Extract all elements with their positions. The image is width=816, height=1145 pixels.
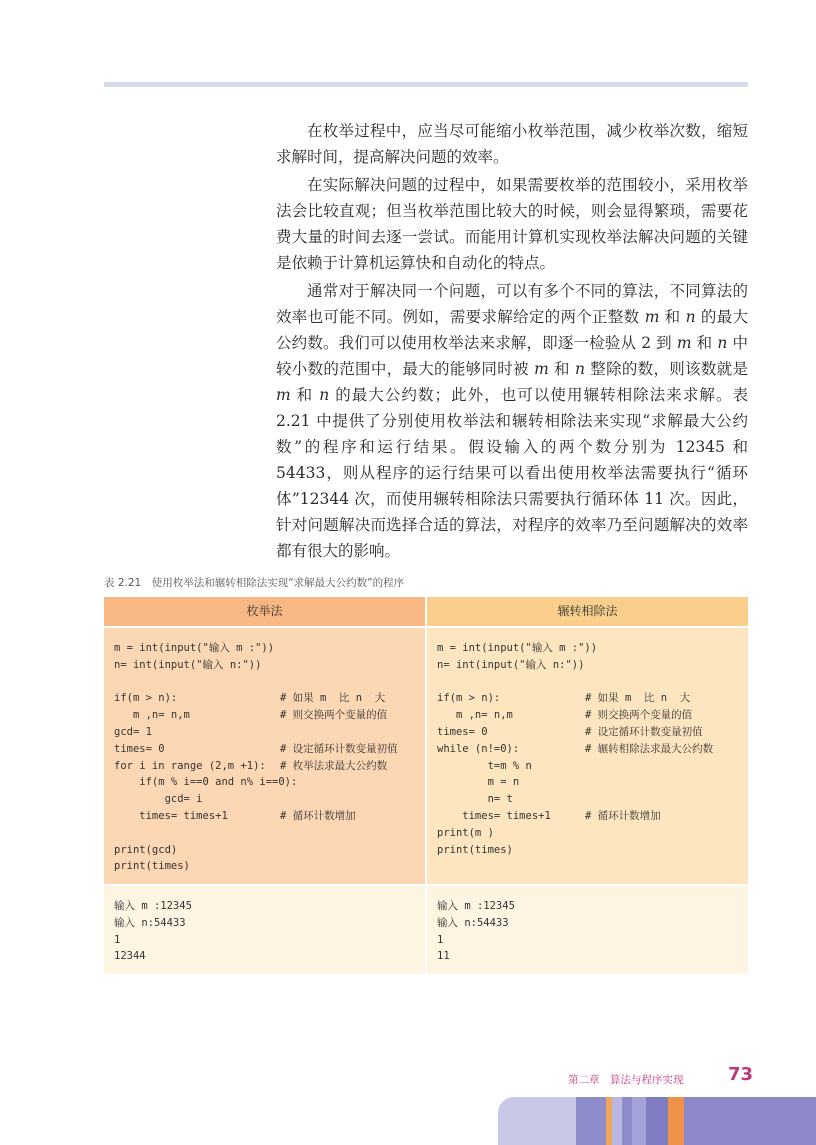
code-line [114, 674, 415, 691]
math-variable: m [676, 334, 692, 352]
code-line [437, 724, 738, 741]
paragraph [276, 278, 748, 564]
text-run: 和 [691, 334, 718, 352]
text-run: 的最大公约数；此外，也可以使用辗转相除法来求解。表 2.21 中提供了分别使用枚举法和辗转相除法来实现“求解最大公约数”的程序和运行结果。假设输入的两个数分别为 12345 和 54433，则从程序的运行结果可以看出使用枚举法需要执行“循环体”12344 次，而使用辗转相除法只需要执行循环体 11 次。因此，针对问题解决而选择合适的算法，对程序的效率乃至问题解决的效率都有很大的影响。 [276, 386, 749, 560]
output-line: 11 [437, 950, 450, 963]
code-line [437, 774, 738, 791]
code-text: n= int(input("输入 n:")) [437, 658, 585, 671]
code-line [114, 825, 415, 842]
code-line [437, 657, 738, 674]
code-comment: # 设定循环计数变量初值 [585, 725, 703, 738]
code-line [114, 774, 415, 791]
footer-stripe [646, 1097, 668, 1145]
text-run: 和 [290, 386, 320, 404]
code-text: times= times+1 [114, 809, 228, 822]
output-enumeration [104, 886, 425, 974]
math-variable: m [644, 308, 660, 326]
output-line: 输入 n:54433 [437, 916, 509, 929]
code-text: for i in range (2,m +1): [114, 759, 266, 772]
code-line [114, 690, 415, 707]
math-variable: n [319, 386, 330, 404]
code-comment: # 则交换两个变量的值 [280, 709, 388, 722]
code-text: times= 0 [437, 725, 488, 738]
code-text: while (n!=0): [437, 742, 520, 755]
code-text: n= t [437, 793, 513, 806]
output-line: 输入 n:54433 [114, 916, 186, 929]
code-line [437, 758, 738, 775]
code-line [437, 825, 738, 842]
table-caption: 表 2.21 使用枚举法和辗转相除法实现“求解最大公约数”的程序 [104, 577, 405, 589]
footer-stripe [576, 1097, 606, 1145]
text-run: 通常对于解决同一个问题，可以有多个不同的算法，不同算法的效率也可能不同。例如，需要求解给定的两个正整数 [276, 282, 748, 326]
math-variable: m [534, 360, 549, 378]
code-line [114, 741, 415, 758]
math-variable: n [575, 360, 586, 378]
code-text: print(gcd) [114, 843, 178, 856]
code-text: m ,n= n,m [437, 709, 513, 722]
footer-stripe [498, 1097, 576, 1145]
output-line: 输入 m :12345 [437, 900, 515, 912]
code-text: print(m ) [437, 826, 494, 839]
code-euclid [427, 628, 748, 884]
code-comment: # 辗转相除法求最大公约数 [585, 742, 714, 755]
footer-stripe [612, 1097, 622, 1145]
math-variable: m [276, 386, 291, 404]
code-line [437, 791, 738, 808]
code-line [437, 674, 738, 691]
code-line [437, 808, 738, 825]
text-run: 整除的数，则该数就是 [585, 360, 748, 378]
code-text: gcd= i [114, 793, 203, 806]
code-line [114, 808, 415, 825]
code-line [114, 842, 415, 859]
header-euclid: 辗转相除法 [427, 597, 748, 626]
page-number: 73 [728, 1064, 754, 1085]
paragraph [276, 118, 748, 170]
paragraph [276, 172, 748, 276]
chapter-title: 第二章 算法与程序实现 [568, 1074, 684, 1086]
code-line [114, 724, 415, 741]
math-variable: n [685, 308, 696, 326]
text-run: 的最大公约数。我们可以使用枚举法来求解，即逐一检验从 2 到 [276, 308, 748, 352]
output-line: 1 [437, 933, 444, 946]
top-rule [104, 82, 748, 87]
text-run: 和 [659, 308, 686, 326]
code-line [437, 842, 738, 859]
code-text: t=m % n [437, 759, 532, 772]
code-text: m = int(input("输入 m :")) [114, 642, 275, 654]
footer-stripe [668, 1097, 684, 1145]
code-text: m = n [437, 776, 520, 789]
footer-stripe [622, 1097, 632, 1145]
code-comment: # 循环计数增加 [585, 809, 661, 822]
code-line [114, 758, 415, 775]
code-text: if(m > n): [437, 692, 501, 705]
code-text: print(times) [437, 843, 513, 856]
code-text: m ,n= n,m [114, 709, 190, 722]
code-comment: # 枚举法求最大公约数 [280, 759, 388, 772]
code-text: m = int(input("输入 m :")) [437, 642, 598, 654]
comparison-table [104, 597, 748, 974]
code-comment: # 如果 m 比 n 大 [585, 692, 691, 705]
footer-stripe [632, 1097, 646, 1145]
footer-stripe [684, 1097, 816, 1145]
output-line: 1 [114, 933, 121, 946]
code-line [114, 640, 415, 657]
body-text [276, 118, 748, 566]
code-text: n= int(input("输入 n:")) [114, 658, 262, 671]
text-run: 在枚举过程中，应当尽可能缩小枚举范围，减少枚举次数，缩短求解时间，提高解决问题的效率。 [276, 122, 748, 166]
code-line [114, 791, 415, 808]
code-text: times= 0 [114, 742, 165, 755]
output-euclid [427, 886, 748, 974]
code-line [114, 657, 415, 674]
code-line [437, 690, 738, 707]
code-comment: # 设定循环计数变量初值 [280, 742, 398, 755]
math-variable: n [717, 334, 728, 352]
output-line: 12344 [114, 950, 146, 963]
code-comment: # 循环计数增加 [280, 809, 356, 822]
text-run: 中较小数的范围中，最大的能够同时被 [276, 334, 748, 378]
text-run: 在实际解决问题的过程中，如果需要枚举的范围较小，采用枚举法会比较直观；但当枚举范围比较大的时候，则会显得繁琐，需要花费大量的时间去逐一尝试。而能用计算机实现枚举法解决问题的关键是依赖于计算机运算快和自动化的特点。 [276, 176, 748, 272]
code-text: if(m % i==0 and n% i==0): [114, 776, 298, 789]
code-text: print(times) [114, 860, 190, 873]
header-enumeration: 枚举法 [104, 597, 425, 626]
code-line [114, 707, 415, 724]
code-text: if(m > n): [114, 692, 178, 705]
text-run: 和 [548, 360, 576, 378]
output-line: 输入 m :12345 [114, 900, 192, 912]
code-text: times= times+1 [437, 809, 551, 822]
code-enumeration [104, 628, 425, 884]
code-text: gcd= 1 [114, 725, 152, 738]
code-comment: # 如果 m 比 n 大 [280, 692, 386, 705]
code-line [437, 707, 738, 724]
code-line [437, 640, 738, 657]
code-line [437, 741, 738, 758]
code-line [114, 858, 415, 875]
code-comment: # 则交换两个变量的值 [585, 709, 693, 722]
